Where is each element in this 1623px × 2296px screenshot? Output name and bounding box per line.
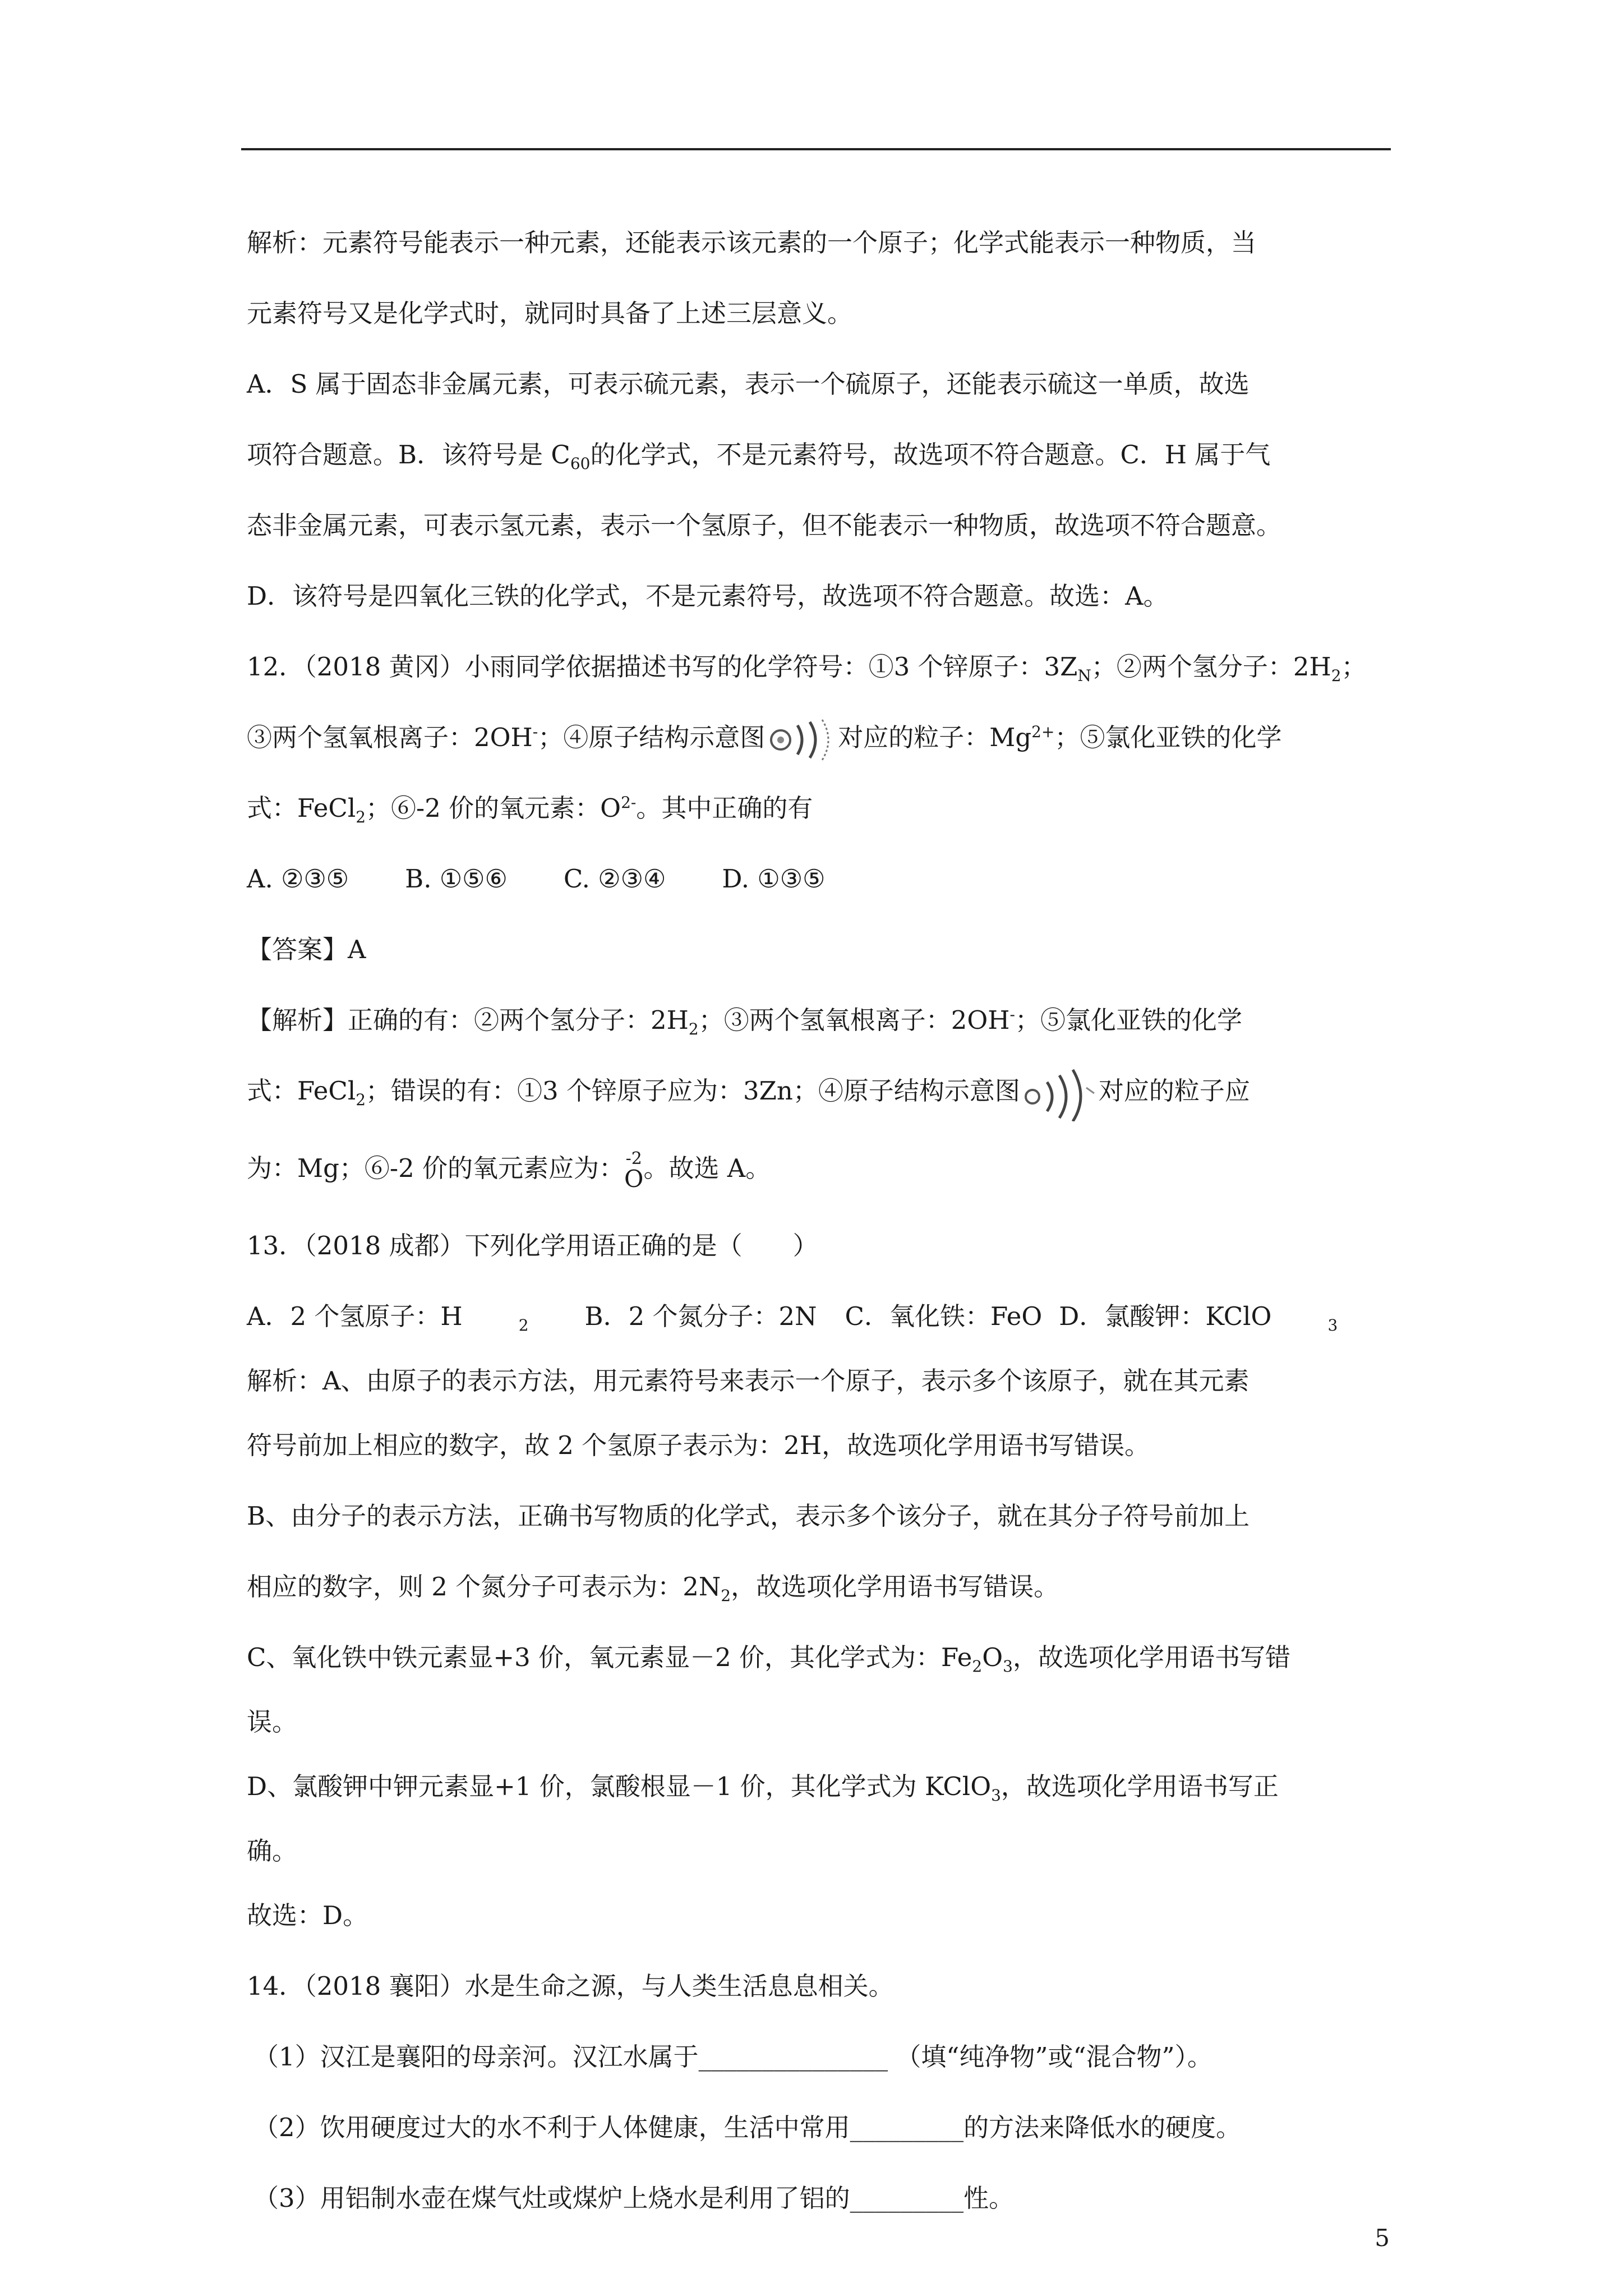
option-a: A. ②③⑤ xyxy=(247,864,349,894)
text-run: 对应的粒子：Mg xyxy=(838,723,1032,752)
text-run: ；⑤氯化亚铁的化学 xyxy=(1054,723,1282,752)
analysis-line: 符号前加上相应的数字，故 2 个氢原子表示为：2H，故选项化学用语书写错误。 xyxy=(247,1430,1150,1460)
analysis-line: 解析：元素符号能表示一种元素，还能表示该元素的一个原子；化学式能表示一种物质，当 xyxy=(247,228,1257,257)
text-run: ，故选项化学用语书写正 xyxy=(1000,1772,1279,1801)
analysis-line: B、由分子的表示方法，正确书写物质的化学式，表示多个该分子，就在其分子符号前加上 xyxy=(247,1501,1250,1531)
page-number: 5 xyxy=(1375,2224,1390,2252)
question-12-stem xyxy=(247,702,1402,773)
question-14-part-3: （3）用铝制水壶在煤气灶或煤炉上烧水是利用了铝的_________性。 xyxy=(253,2183,1015,2213)
option-d xyxy=(1059,1281,1338,1352)
text-run: ；②两个氢分子：2H xyxy=(1091,652,1331,682)
valence-symbol xyxy=(624,1148,644,1193)
subscript: 2 xyxy=(972,1657,983,1676)
subscript: 2 xyxy=(721,1586,731,1605)
analysis-line: 故选：D。 xyxy=(247,1901,368,1930)
text-run: 为：Mg；⑥-2 价的氧元素应为： xyxy=(247,1153,625,1183)
analysis-line xyxy=(247,1751,1402,1822)
text-run: 12．（2018 黄冈）小雨同学依据描述书写的化学符号：①3 个锌原子：3Z xyxy=(247,652,1078,682)
analysis-line: D．该符号是四氧化三铁的化学式，不是元素符号，故选项不符合题意。故选：A。 xyxy=(247,581,1169,611)
question-14-part-2: （2）饮用硬度过大的水不利于人体健康，生活中常用_________的方法来降低水的硬度。 xyxy=(253,2113,1242,2142)
analysis-line: A．S 属于固态非金属元素，可表示硫元素，表示一个硫原子，还能表示硫这一单质，故选 xyxy=(247,369,1249,399)
text-run: D．氯酸钾：KClO xyxy=(1059,1301,1272,1331)
atom-structure-diagram xyxy=(765,717,838,762)
text-run: D、氯酸钾中钾元素显+1 价，氯酸根显－1 价，其化学式为 KClO xyxy=(247,1772,992,1801)
text-run: ，故选项化学用语书写错误。 xyxy=(731,1572,1059,1602)
option-c: C. ②③④ xyxy=(563,864,666,894)
question-14-part-1: （1）汉江是襄阳的母亲河。汉江水属于_______________ （填“纯净物”或“混合物”）。 xyxy=(253,2042,1212,2072)
subscript: 2 xyxy=(356,1091,366,1109)
analysis-line xyxy=(247,1126,1402,1211)
question-13-stem: 13．（2018 成都）下列化学用语正确的是（ ） xyxy=(247,1231,818,1260)
text-run: ；⑤氯化亚铁的化学 xyxy=(1015,1005,1242,1035)
option-c: C．氧化铁：FeO xyxy=(845,1301,1043,1331)
text-run: ；⑥-2 价的氧元素：O xyxy=(366,793,621,823)
option-b: B．2 个氮分子：2N xyxy=(584,1301,817,1331)
question-14-stem: 14．（2018 襄阳）水是生命之源，与人类生活息息相关。 xyxy=(247,1971,894,2001)
text-run: ③两个氢氧根离子：2OH xyxy=(247,723,533,752)
subscript: 3 xyxy=(1327,1316,1338,1335)
valence-value: -2 xyxy=(625,1148,642,1168)
analysis-line: 误。 xyxy=(247,1707,298,1737)
analysis-line xyxy=(247,1622,1402,1693)
subscript: 3 xyxy=(1003,1657,1013,1676)
text-run: 的化学式，不是元素符号，故选项不符合题意。C．H 属于气 xyxy=(590,440,1271,470)
document-body xyxy=(247,208,1402,2234)
subscript: 2 xyxy=(518,1316,529,1335)
analysis-line: 确。 xyxy=(247,1836,298,1866)
question-12-stem xyxy=(247,632,1402,702)
text-run: ； xyxy=(1341,652,1367,682)
superscript: 2+ xyxy=(1031,723,1055,741)
analysis-line xyxy=(247,985,1402,1056)
answer-line: 【答案】A xyxy=(247,935,366,964)
text-run: 。故选 A。 xyxy=(643,1153,771,1183)
text-run: 对应的粒子应 xyxy=(1098,1076,1250,1106)
text-run: 相应的数字，则 2 个氮分子可表示为：2N xyxy=(247,1572,721,1602)
text-run: ，故选项化学用语书写错 xyxy=(1012,1642,1290,1672)
text-run: ；④原子结构示意图 xyxy=(538,723,766,752)
analysis-line xyxy=(247,420,1402,490)
question-12-stem xyxy=(247,773,1402,844)
text-run: 式：FeCl xyxy=(247,793,356,823)
text-run: ；错误的有：①3 个锌原子应为：3Zn；④原子结构示意图 xyxy=(366,1076,1020,1106)
text-run: 式：FeCl xyxy=(247,1076,356,1106)
analysis-line xyxy=(247,1056,1402,1126)
subscript: 60 xyxy=(570,454,591,473)
element-symbol: O xyxy=(624,1165,644,1193)
atom-structure-diagram xyxy=(1020,1065,1099,1121)
text-run: A．2 个氢原子：H xyxy=(247,1301,463,1331)
subscript: 2 xyxy=(1331,666,1341,685)
analysis-line: 解析：A、由原子的表示方法，用元素符号来表示一个原子，表示多个该原子，就在其元素 xyxy=(247,1366,1249,1396)
text-run: ；③两个氢氧根离子：2OH xyxy=(698,1005,1010,1035)
analysis-line xyxy=(247,1552,1402,1622)
analysis-line: 态非金属元素，可表示氢元素，表示一个氢原子，但不能表示一种物质，故选项不符合题意。 xyxy=(247,510,1282,540)
question-12-options xyxy=(247,844,1402,914)
question-13-options xyxy=(247,1281,1402,1352)
text-run: C、氧化铁中铁元素显+3 价，氧元素显－2 价，其化学式为：Fe xyxy=(247,1642,972,1672)
subscript: 3 xyxy=(991,1786,1001,1805)
option-b: B. ①⑤⑥ xyxy=(405,864,508,894)
subscript: N xyxy=(1077,666,1091,685)
option-a xyxy=(247,1281,529,1352)
subscript: 2 xyxy=(356,808,366,826)
text-run: 项符合题意。B．该符号是 C xyxy=(247,440,570,470)
text-run: O xyxy=(982,1642,1003,1672)
subscript: 2 xyxy=(688,1020,699,1038)
superscript: - xyxy=(532,723,538,741)
header-rule xyxy=(241,148,1391,150)
analysis-line: 元素符号又是化学式时，就同时具备了上述三层意义。 xyxy=(247,298,853,328)
text-run: 【解析】正确的有：②两个氢分子：2H xyxy=(247,1005,689,1035)
text-run: 。其中正确的有 xyxy=(636,793,813,823)
option-d: D. ①③⑤ xyxy=(722,864,826,894)
superscript: 2- xyxy=(621,793,637,812)
superscript: - xyxy=(1009,1005,1015,1024)
